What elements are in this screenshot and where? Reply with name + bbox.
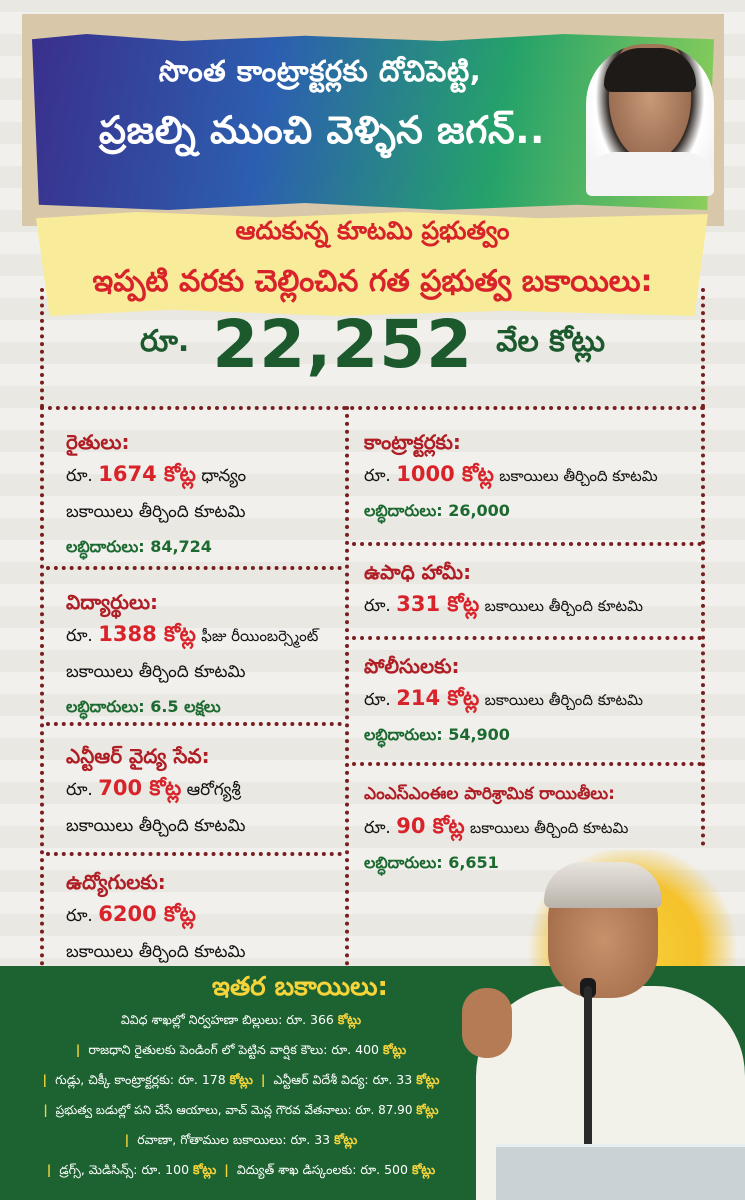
amount-value: 90 కోట్ల (396, 814, 465, 838)
subheader-line-2: ఇప్పటి వరకు చెల్లించిన గత ప్రభుత్వ బకాయిలు: (92, 264, 653, 299)
amount-prefix: రూ. (66, 906, 93, 926)
item-beneficiaries: లబ్ధిదారులు: 26,000 (364, 501, 510, 520)
line-unit: కోట్లు (411, 1162, 436, 1177)
line-unit: కోట్లు (416, 1103, 439, 1117)
item-amount-line (66, 770, 342, 808)
amount-prefix: రూ. (364, 466, 391, 486)
amount-prefix: రూ. (364, 596, 391, 616)
divider-left-1 (46, 566, 342, 570)
line-text: ఎన్టీఆర్ విదేశీ విద్య: రూ. 33 (273, 1072, 413, 1087)
subheader-line-1: ఆదుకున్న కూటమి ప్రభుత్వం (235, 216, 510, 245)
item-farmers (66, 428, 342, 564)
item-heading: విద్యార్థులు: (66, 590, 159, 614)
total-prefix: రూ. (140, 323, 190, 359)
item-desc-line: బకాయిలు తీర్చింది కూటమి (66, 662, 246, 682)
podium-shape (496, 1144, 745, 1200)
line-text: ప్రభుత్వ బడుల్లో పని చేసే ఆయాలు, వాచ్ మెన్ల గౌరవ వేతనాలు: రూ. 87.90 (55, 1103, 413, 1117)
amount-value: 1674 కోట్ల (98, 462, 196, 486)
amount-value: 214 కోట్ల (396, 686, 480, 710)
item-amount-line (364, 680, 700, 718)
item-heading: రైతులు: (66, 430, 130, 454)
amount-value: 331 కోట్ల (396, 592, 480, 616)
item-amount-line (66, 896, 342, 934)
amount-prefix: రూ. (66, 466, 93, 486)
bar-separator: | (46, 1162, 52, 1177)
line-text: వివిధ శాఖల్లో నిర్వహణా బిల్లులు: రూ. 366 (120, 1012, 334, 1027)
item-police (364, 652, 700, 752)
bar-separator: | (260, 1072, 266, 1087)
frame-dotted-top (40, 406, 705, 410)
amount-post: ఫీజు రీయింబర్స్మెంట్ (201, 627, 319, 645)
line-unit: కోట్లు (416, 1072, 440, 1087)
other-dues-line (6, 1010, 476, 1030)
item-amount-line (364, 456, 700, 494)
item-heading: ఎంఎస్ఎంఈల పారిశ్రామిక రాయితీలు: (364, 784, 615, 804)
item-employees (66, 868, 342, 970)
item-amount-line (364, 808, 704, 846)
amount-post: బకాయిలు తీర్చింది కూటమి (484, 597, 643, 615)
total-suffix: వేల కోట్లు (496, 323, 605, 359)
amount-value: 6200 కోట్ల (98, 902, 196, 926)
portrait-hand-shape (462, 988, 512, 1058)
amount-post: బకాయిలు తీర్చింది కూటమి (499, 467, 658, 485)
item-desc-line: బకాయిలు తీర్చింది కూటమి (66, 942, 246, 962)
amount-post: ధాన్యం (201, 466, 247, 486)
amount-post: ఆరోగ్యశ్రీ (186, 780, 241, 800)
line-unit: కోట్లు (337, 1012, 362, 1027)
amount-post: బకాయిలు తీర్చింది కూటమి (469, 819, 629, 837)
amount-prefix: రూ. (364, 690, 391, 710)
other-dues-line (6, 1100, 476, 1120)
microphone-stand-shape (584, 986, 592, 1156)
bar-separator: | (42, 1072, 48, 1087)
amount-value: 1000 కోట్ల (396, 462, 494, 486)
amount-prefix: రూ. (66, 780, 93, 800)
item-amount-line (66, 616, 346, 654)
line-text: విద్యుత్ శాఖ డిస్కంలకు: రూ. 500 (236, 1162, 408, 1177)
portrait-hair-shape (604, 48, 696, 92)
line-text: డ్రగ్స్, మెడిసిన్స్: రూ. 100 (59, 1162, 190, 1177)
other-dues-line (6, 1160, 476, 1180)
item-beneficiaries: లబ్ధిదారులు: 6,651 (364, 853, 499, 872)
frame-dotted-right-top (701, 288, 705, 408)
divider-right-1 (352, 542, 702, 546)
frame-dotted-left (40, 406, 44, 966)
portrait-hair-shape (544, 862, 662, 908)
other-dues-heading: ఇతర బకాయిలు: (212, 972, 388, 1002)
item-heading: ఎన్టీఆర్ వైద్య సేవ: (66, 744, 210, 768)
naidu-portrait-image (456, 858, 745, 1200)
portrait-shirt-shape (586, 152, 714, 196)
item-beneficiaries: లబ్ధిదారులు: 84,724 (66, 537, 212, 556)
item-students (66, 588, 346, 724)
line-unit: కోట్లు (229, 1072, 253, 1087)
divider-right-2 (352, 636, 702, 640)
line-text: గుడ్లు, చిక్కీ కాంట్రాక్టర్లకు: రూ. 178 (55, 1072, 226, 1087)
divider-left-3 (46, 852, 342, 856)
other-dues-line (6, 1040, 476, 1060)
line-text: రవాణా, గోతాముల బకాయిలు: రూ. 33 (137, 1132, 331, 1147)
other-dues-line (6, 1070, 476, 1090)
jagan-portrait-image (586, 44, 714, 196)
amount-prefix: రూ. (364, 818, 391, 838)
bar-separator: | (43, 1103, 48, 1117)
line-text: రాజధాని రైతులకు పెండింగ్ లో పెట్టిన వార్షిక కౌలు: రూ. 400 (88, 1042, 379, 1057)
item-beneficiaries: లబ్ధిదారులు: 6.5 లక్షలు (66, 697, 221, 716)
bar-separator: | (75, 1042, 81, 1057)
bar-separator: | (124, 1132, 130, 1147)
total-amount: 22,252 (212, 306, 474, 383)
bar-separator: | (224, 1162, 229, 1177)
amount-post: బకాయిలు తీర్చింది కూటమి (484, 691, 643, 709)
item-ntr-vaidya-seva (66, 742, 342, 844)
line-unit: కోట్లు (382, 1042, 407, 1057)
item-heading: పోలీసులకు: (364, 654, 460, 678)
item-heading: కాంట్రాక్టర్లకు: (364, 430, 461, 454)
item-amount-line (66, 456, 342, 494)
item-amount-line (364, 586, 700, 624)
amount-value: 1388 కోట్ల (98, 622, 196, 646)
amount-prefix: రూ. (66, 626, 93, 646)
item-heading: ఉద్యోగులకు: (66, 870, 166, 894)
item-heading: ఉపాధి హామీ: (364, 560, 472, 584)
amount-value: 700 కోట్ల (98, 776, 182, 800)
line-unit: కోట్లు (334, 1132, 358, 1147)
line-unit: కోట్లు (193, 1162, 217, 1177)
header-line-1: సొంత కాంట్రాక్టర్లకు దోచిపెట్టి, (158, 54, 482, 88)
total-amount-row (0, 306, 745, 390)
header-line-2: ప్రజల్ని ముంచి వెళ్ళిన జగన్.. (99, 108, 545, 152)
frame-dotted-left-top (40, 288, 44, 408)
item-desc-line: బకాయిలు తీర్చింది కూటమి (66, 816, 246, 836)
item-beneficiaries: లబ్ధిదారులు: 54,900 (364, 725, 510, 744)
item-upadhi-hami (364, 558, 700, 624)
divider-right-3 (352, 762, 702, 766)
item-contractors (364, 428, 700, 528)
other-dues-line (6, 1130, 476, 1150)
item-desc-line: బకాయిలు తీర్చింది కూటమి (66, 502, 246, 522)
